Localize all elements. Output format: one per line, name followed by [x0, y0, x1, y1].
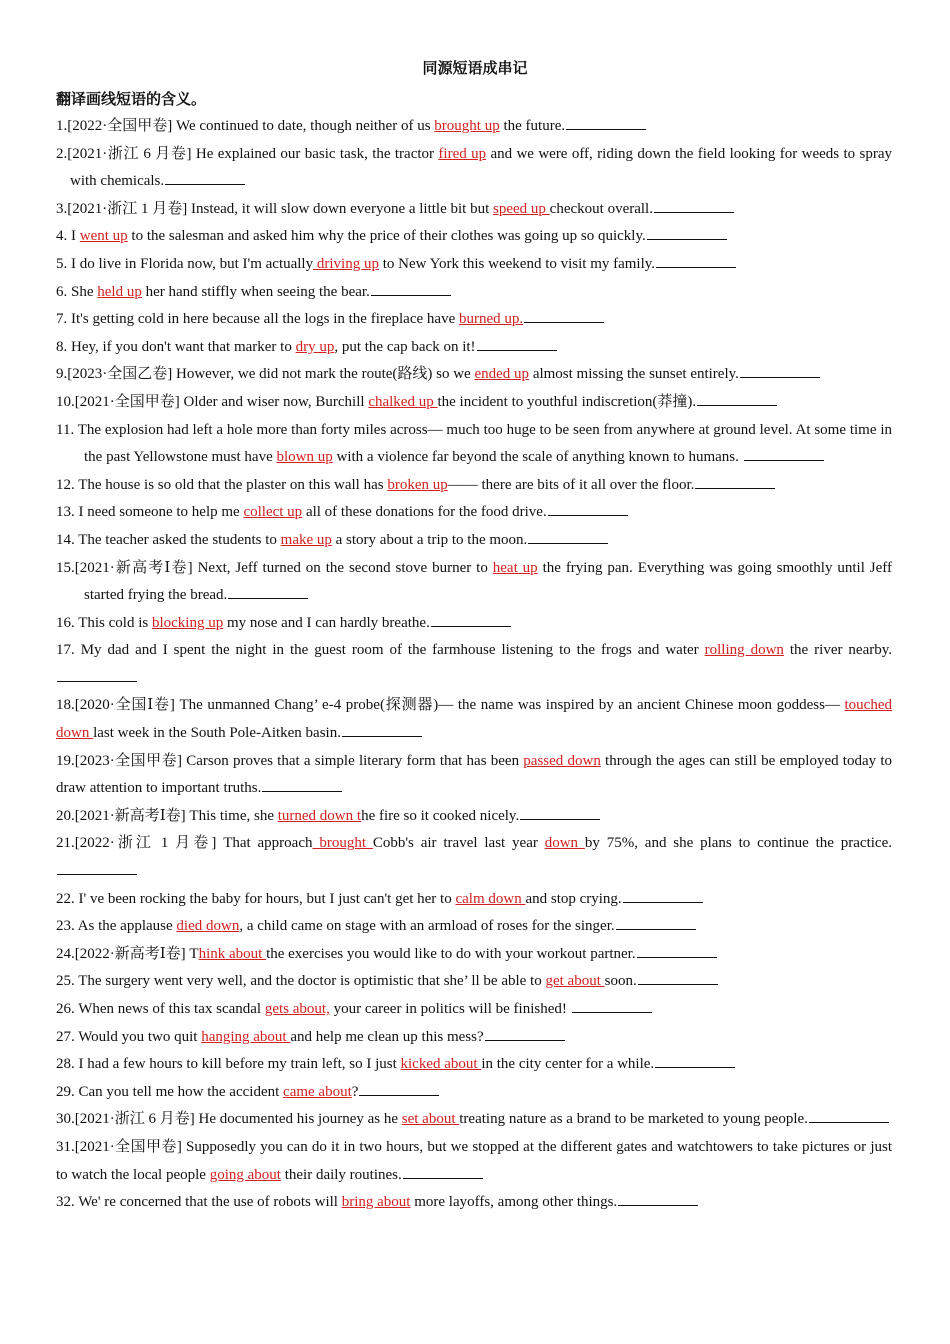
- sentence-text: the incident to youthful indiscretion(莽撞).: [437, 393, 697, 410]
- exercise-item: [56, 389, 892, 417]
- answer-blank[interactable]: [654, 199, 734, 213]
- sentence-text: 5. I do live in Florida now, but I'm actually: [56, 255, 314, 272]
- sentence-text: checkout overall.: [549, 200, 653, 217]
- underlined-phrase: heat up: [492, 559, 538, 576]
- exercise-item: [56, 141, 892, 196]
- underlined-phrase: ended up: [474, 366, 530, 383]
- sentence-text: with a violence far beyond the scale of anything known to humans.: [332, 449, 743, 466]
- sentence-text: my nose and I can hardly breathe.: [223, 614, 430, 631]
- answer-blank[interactable]: [566, 116, 646, 130]
- underlined-phrase: brought up: [434, 118, 500, 134]
- sentence-text: their daily routines.: [280, 1166, 402, 1183]
- sentence-text: more layoffs, among other things.: [410, 1194, 618, 1211]
- underlined-phrase: turned down t: [277, 807, 362, 824]
- answer-blank[interactable]: [740, 364, 820, 378]
- underlined-phrase: burned up.: [458, 311, 524, 328]
- sentence-text: her hand stiffly when seeing the bear.: [141, 283, 370, 300]
- answer-blank[interactable]: [623, 889, 703, 903]
- exercise-item: [56, 1079, 892, 1107]
- exercise-item: [56, 499, 892, 527]
- sentence-text: 31.[2021·全国甲卷] Supposedly you can do it in two hours, but we stopped at the different gates and watchtowers to take pictures or just to watch the local people: [56, 1138, 892, 1183]
- underlined-phrase: broken up: [387, 476, 448, 493]
- answer-blank[interactable]: [809, 1109, 889, 1123]
- exercise-item: [56, 968, 892, 996]
- underlined-phrase: blown up: [276, 449, 333, 466]
- sentence-text: your career in politics will be finished!: [329, 1001, 571, 1017]
- answer-blank[interactable]: [359, 1082, 439, 1096]
- answer-blank[interactable]: [431, 613, 511, 627]
- underlined-phrase: make up: [280, 531, 332, 548]
- underlined-phrase: came about: [283, 1083, 352, 1100]
- sentence-text: in the city center for a while.: [481, 1056, 655, 1073]
- sentence-text: the exercises you would like to do with your workout partner.: [266, 945, 636, 962]
- answer-blank[interactable]: [524, 309, 604, 323]
- underlined-phrase: passed down: [523, 752, 601, 769]
- sentence-text: 15.[2021·新高考Ⅰ卷] Next, Jeff turned on the second stove burner to: [56, 559, 493, 576]
- sentence-text: by 75%, and she plans to continue the practice.: [584, 835, 892, 852]
- sentence-text: 21.[2022·浙江 1 月卷] That approach: [56, 835, 313, 852]
- sentence-text: the frying pan. Everything was going smoothly until Jeff started frying the bread.: [84, 559, 893, 604]
- sentence-text: 13. I need someone to help me: [56, 504, 244, 521]
- sentence-text: last week in the South Pole-Aitken basin.: [93, 725, 341, 742]
- exercise-item: [56, 306, 892, 334]
- exercise-item: [56, 748, 892, 803]
- exercise-item: [56, 941, 892, 969]
- exercise-item: [56, 996, 892, 1024]
- underlined-phrase: get about: [545, 973, 605, 990]
- sentence-text: 20.[2021·新高考Ⅰ卷] This time, she: [56, 807, 278, 824]
- answer-blank[interactable]: [165, 171, 245, 185]
- instruction: 翻译画线短语的含义。: [56, 90, 207, 108]
- exercise-item: [56, 472, 892, 500]
- answer-blank[interactable]: [485, 1027, 565, 1041]
- underlined-phrase: brought: [312, 835, 373, 852]
- page-title: 同源短语成串记: [422, 59, 528, 77]
- sentence-text: 22. I' ve been rocking the baby for hours, but I just can't get her to: [56, 890, 456, 907]
- sentence-text: 32. We' re concerned that the use of robots will: [56, 1194, 342, 1211]
- exercise-item: [56, 361, 892, 389]
- exercise-item: [56, 1106, 892, 1134]
- exercise-list: [56, 113, 892, 1217]
- sentence-text: 8. Hey, if you don't want that marker to: [56, 338, 296, 355]
- exercise-item: [56, 1134, 892, 1189]
- sentence-text: and help me clean up this mess?: [290, 1028, 484, 1045]
- exercise-item: [56, 1189, 892, 1217]
- sentence-text: a story about a trip to the moon.: [331, 531, 528, 548]
- exercise-item: [56, 692, 892, 747]
- sentence-text: 7. It's getting cold in here because all the logs in the fireplace have: [56, 311, 459, 328]
- sentence-text: 12. The house is so old that the plaster on this wall has: [56, 476, 388, 493]
- exercise-item: [56, 637, 892, 692]
- answer-blank[interactable]: [695, 475, 775, 489]
- answer-blank[interactable]: [520, 806, 600, 820]
- sentence-text: 23. As the applause: [56, 918, 177, 935]
- answer-blank[interactable]: [342, 723, 422, 737]
- exercise-item: [56, 555, 892, 610]
- underlined-phrase: kicked about: [400, 1056, 482, 1073]
- answer-blank[interactable]: [228, 585, 308, 599]
- answer-blank[interactable]: [616, 916, 696, 930]
- sentence-text: all of these donations for the food drive.: [302, 504, 547, 521]
- sentence-text: 24.[2022·新高考Ⅰ卷] T: [56, 945, 199, 962]
- sentence-text: 10.[2021·全国甲卷] Older and wiser now, Burchill: [56, 393, 369, 410]
- underlined-phrase: fired up: [438, 145, 487, 162]
- sentence-text: 14. The teacher asked the students to: [56, 531, 281, 548]
- answer-blank[interactable]: [528, 530, 608, 544]
- underlined-phrase: held up: [97, 283, 142, 300]
- sentence-text: —— there are bits of it all over the floor.: [447, 476, 695, 493]
- exercise-item: [56, 1024, 892, 1052]
- sentence-text: 28. I had a few hours to kill before my train left, so I just: [56, 1056, 401, 1073]
- sentence-text: 17. My dad and I spent the night in the guest room of the farmhouse listening to the frogs and water: [56, 642, 705, 659]
- underlined-phrase: touched down: [56, 697, 892, 742]
- underlined-phrase: going about: [209, 1166, 281, 1183]
- underlined-phrase: chalked up: [368, 393, 438, 410]
- sentence-text: treating nature as a brand to be marketed to young people.: [459, 1111, 808, 1128]
- sentence-text: , a child came on stage with an armload of roses for the singer.: [239, 918, 615, 935]
- underlined-phrase: hanging about: [201, 1028, 291, 1045]
- answer-blank[interactable]: [572, 999, 652, 1013]
- sentence-text: 26. When news of this tax scandal: [56, 1001, 265, 1017]
- exercise-item: [56, 886, 892, 914]
- sentence-text: 1.[2022·全国甲卷] We continued to date, though neither of us: [56, 118, 435, 134]
- sentence-text: 4. I: [56, 228, 80, 245]
- answer-blank[interactable]: [403, 1165, 483, 1179]
- sentence-text: the river nearby.: [783, 642, 893, 659]
- answer-blank[interactable]: [57, 668, 137, 682]
- answer-blank[interactable]: [647, 226, 727, 240]
- sentence-text: , put the cap back on it!: [334, 338, 476, 355]
- answer-blank[interactable]: [57, 861, 137, 875]
- sentence-text: 3.[2021·浙江 1 月卷] Instead, it will slow down everyone a little bit but: [56, 200, 494, 217]
- answer-blank[interactable]: [548, 502, 628, 516]
- sentence-text: 2.[2021·浙江 6 月卷] He explained our basic task, the tractor: [56, 145, 439, 162]
- underlined-phrase: calm down: [455, 890, 526, 907]
- sentence-text: 9.[2023·全国乙卷] However, we did not mark the route(路线) so we: [56, 366, 475, 383]
- sentence-text: and we were off, riding down the field looking for weeds to spray with chemicals.: [70, 145, 892, 190]
- exercise-item: [56, 830, 892, 885]
- sentence-text: almost missing the sunset entirely.: [529, 366, 739, 383]
- underlined-phrase: down: [544, 835, 585, 852]
- answer-blank[interactable]: [371, 282, 451, 296]
- underlined-phrase: died down: [176, 918, 240, 935]
- exercise-item: [56, 251, 892, 279]
- sentence-text: 6. She: [56, 283, 98, 300]
- underlined-phrase: driving up: [313, 255, 379, 272]
- sentence-text: 18.[2020·全国Ⅰ卷] The unmanned Chang’ e-4 probe(探测器)— the name was inspired by an ancient Chinese moon goddess—: [56, 697, 845, 714]
- exercise-item: [56, 610, 892, 638]
- underlined-phrase: gets about,: [264, 1001, 330, 1017]
- underlined-phrase: bring about: [341, 1194, 411, 1211]
- underlined-phrase: blocking up: [151, 614, 224, 631]
- underlined-phrase: rolling down: [704, 642, 784, 659]
- sentence-text: ?: [351, 1083, 359, 1100]
- exercise-item: [56, 279, 892, 307]
- underlined-phrase: went up: [79, 228, 128, 245]
- sentence-text: and stop crying.: [525, 890, 622, 907]
- exercise-item: [56, 803, 892, 831]
- sentence-text: to the salesman and asked him why the price of their clothes was going up so quickly.: [127, 228, 646, 245]
- sentence-text: through the ages can still be employed today to draw attention to important truths.: [56, 752, 893, 797]
- answer-blank[interactable]: [618, 1192, 698, 1206]
- sentence-text: to New York this weekend to visit my family.: [378, 255, 656, 272]
- sentence-text: he fire so it cooked nicely.: [361, 807, 520, 824]
- answer-blank[interactable]: [477, 337, 557, 351]
- underlined-phrase: dry up: [295, 338, 335, 355]
- answer-blank[interactable]: [638, 971, 718, 985]
- underlined-phrase: set about: [401, 1111, 460, 1128]
- exercise-item: [56, 527, 892, 555]
- answer-blank[interactable]: [656, 254, 736, 268]
- sentence-text: 29. Can you tell me how the accident: [56, 1083, 284, 1100]
- underlined-phrase: speed up: [493, 200, 550, 217]
- sentence-text: 19.[2023·全国甲卷] Carson proves that a simple literary form that has been: [56, 752, 524, 769]
- exercise-item: [56, 1051, 892, 1079]
- sentence-text: the future.: [499, 118, 566, 134]
- exercise-item: [56, 417, 892, 472]
- sentence-text: 27. Would you two quit: [56, 1028, 202, 1045]
- sentence-text: 25. The surgery went very well, and the doctor is optimistic that she’ ll be able to: [56, 973, 546, 990]
- sentence-text: 30.[2021·浙江 6 月卷] He documented his journey as he: [56, 1111, 402, 1128]
- exercise-item: [56, 196, 892, 224]
- answer-blank[interactable]: [262, 778, 342, 792]
- exercise-item: [56, 223, 892, 251]
- answer-blank[interactable]: [655, 1054, 735, 1068]
- underlined-phrase: hink about: [198, 945, 267, 962]
- sentence-text: 16. This cold is: [56, 614, 152, 631]
- answer-blank[interactable]: [744, 447, 824, 461]
- sentence-text: 11. The explosion had left a hole more than forty miles across— much too huge to be seen from anywhere at ground level. At some time in the past Yellowstone must have: [56, 421, 892, 466]
- exercise-item: [56, 113, 892, 141]
- exercise-item: [56, 334, 892, 362]
- sentence-text: soon.: [604, 973, 637, 990]
- underlined-phrase: collect up: [243, 504, 303, 521]
- sentence-text: Cobb's air travel last year: [372, 835, 545, 852]
- answer-blank[interactable]: [697, 392, 777, 406]
- exercise-item: [56, 913, 892, 941]
- answer-blank[interactable]: [637, 944, 717, 958]
